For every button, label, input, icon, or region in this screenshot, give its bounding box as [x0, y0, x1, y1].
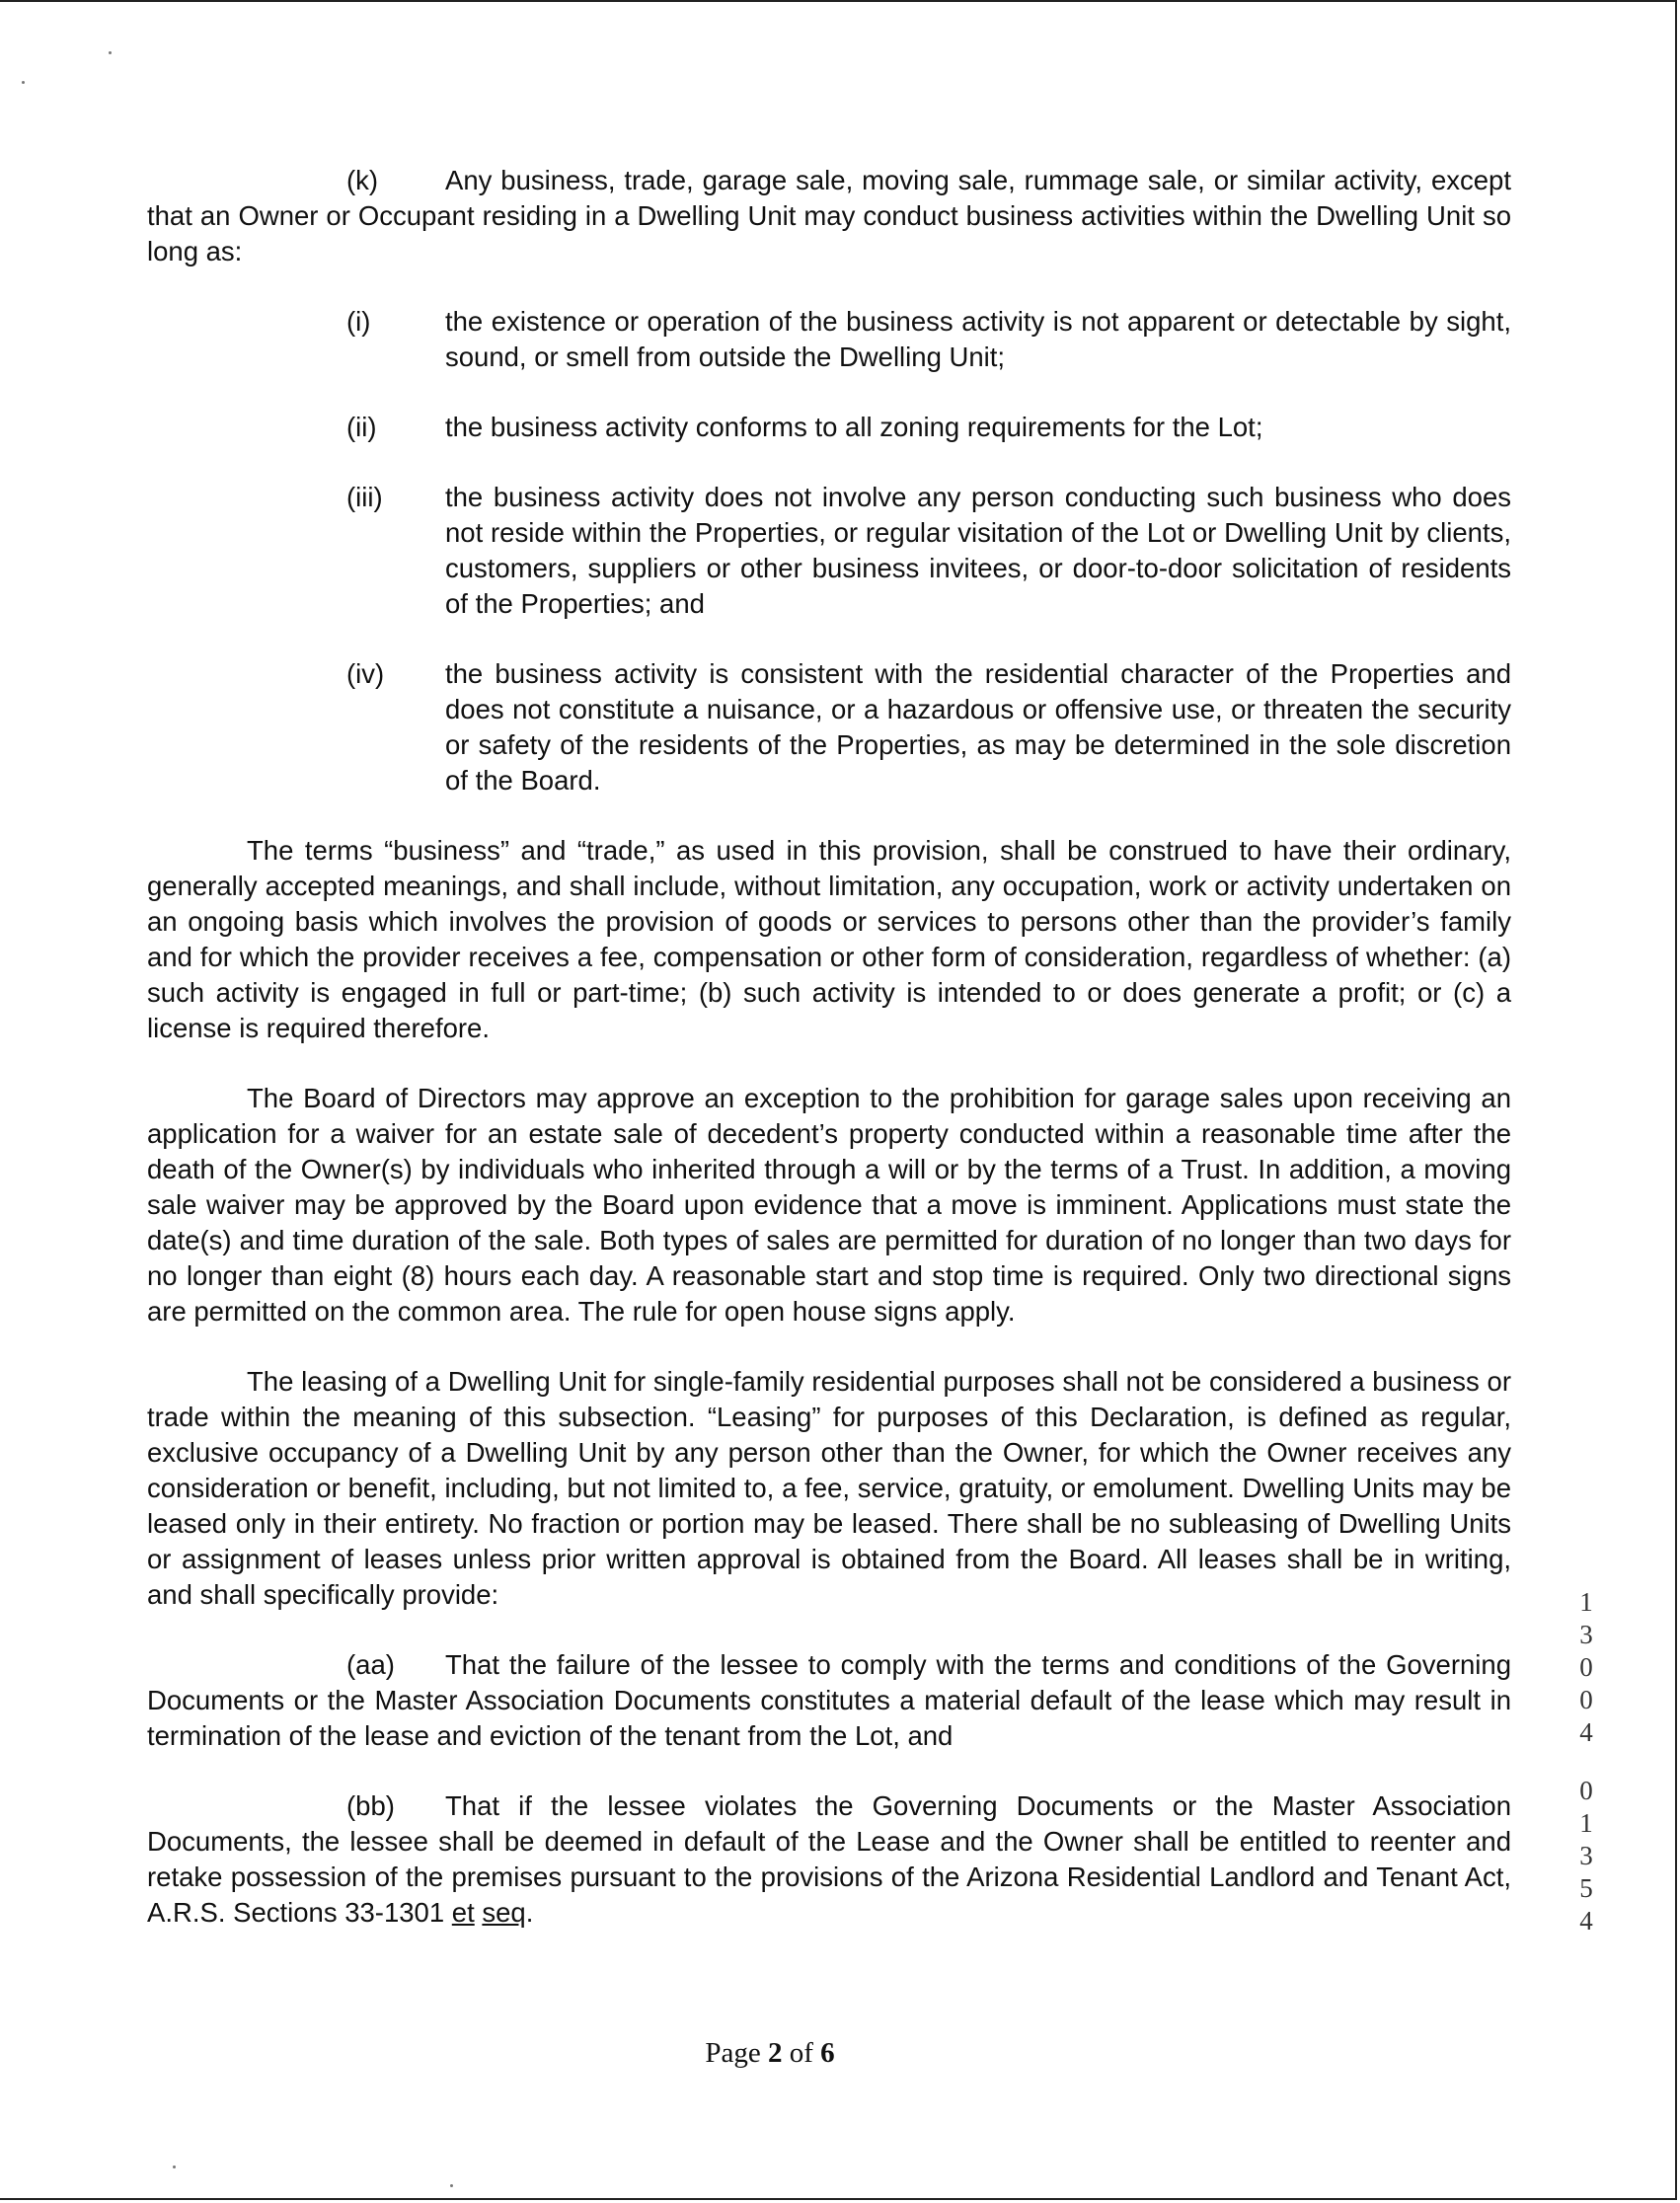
et-text: et — [451, 1897, 475, 1928]
scan-speck — [173, 2165, 176, 2168]
stamp-digit: 3 — [1571, 1841, 1601, 1873]
section-aa-label: (aa) — [346, 1649, 395, 1680]
section-aa-text: That the failure of the lessee to comply with the terms and conditions of the Governing Documents or the Master Association Documents constitutes a material default of the lease which may result in termination of the lease and eviction of the tenant from the Lot, and — [147, 1649, 1511, 1751]
section-aa — [147, 1647, 1511, 1754]
stamp-digit: 3 — [1571, 1620, 1601, 1652]
stamp-digit: 0 — [1571, 1685, 1601, 1717]
section-k-label: (k) — [346, 165, 379, 195]
list-item — [346, 304, 1511, 375]
stamp-digit: 1 — [1571, 1808, 1601, 1841]
section-k — [147, 163, 1511, 269]
item-text: the business activity does not involve any person conducting such business who does not reside within the Properties, or regular visitation of the Lot or Dwelling Unit by clients, customers, suppliers or other business invitees, or door-to-door solicitation of residents of the Properties; and — [445, 482, 1511, 619]
scan-speck — [22, 81, 25, 84]
stamp-digit: 5 — [1571, 1873, 1601, 1906]
business-definition-paragraph: The terms “business” and “trade,” as used in this provision, shall be construed to have their ordinary, generally accepted meanings, and shall include, without limitation, any occupation, work or activity undertaken on an ongoing basis which involves the provision of goods or services to persons other than the provider’s family and for which the provider receives a fee, compensation or other form of consideration, regardless of whether: (a) such activity is engaged in full or part-time; (b) such activity is intended to or does generate a profit; or (c) a license is required therefore. — [147, 835, 1511, 1043]
item-label: (i) — [346, 306, 371, 337]
stamp-digit: 4 — [1571, 1717, 1601, 1750]
item-label: (iv) — [346, 658, 385, 689]
section-bb-text: That if the lessee violates the Governing Documents or the Master Association Documents, the lessee shall be deemed in default of the Lease and the Owner shall be entitled to reenter and retake possession of the premises pursuant to the provisions of the Arizona Residential Landlord and Tenant Act, A.R.S. Sections 33-1301 — [147, 1790, 1511, 1928]
garage-sale-exception-paragraph: The Board of Directors may approve an exception to the prohibition for garage sales upon receiving an application for a waiver for an estate sale of decedent’s property conducted within a reasonable time after the death of the Owner(s) by individuals who inherited through a will or by the terms of a Trust. In addition, a moving sale waiver may be approved by the Board upon evidence that a move is imminent. Applications must state the date(s) and time duration of the sale. Both types of sales are permitted for duration of no longer than two days for no longer than eight (8) hours each day. A reasonable start and stop time is required. Only two directional signs are permitted on the common area. The rule for open house signs apply. — [147, 1083, 1511, 1327]
item-label: (ii) — [346, 412, 377, 442]
stamp-digit: 4 — [1571, 1906, 1601, 1938]
recording-number-stamp — [1569, 1587, 1603, 1938]
seq-text: seq — [482, 1897, 526, 1928]
section-bb-end: . — [525, 1897, 534, 1928]
page-number: 2 — [767, 2037, 783, 2069]
list-item — [346, 656, 1511, 798]
list-item — [346, 480, 1511, 622]
scan-speck — [109, 51, 112, 54]
item-text: the business activity conforms to all zoning requirements for the Lot; — [445, 412, 1263, 442]
list-item — [346, 410, 1511, 445]
page-total: 6 — [820, 2037, 835, 2069]
stamp-digit: 1 — [1571, 1587, 1601, 1620]
scan-speck — [450, 2184, 453, 2187]
item-text: the business activity is consistent with the residential character of the Properties and does not constitute a nuisance, or a hazardous or offensive use, or threaten the security or safety of the residents of the Properties, as may be determined in the sole discretion of the Board. — [445, 658, 1511, 796]
of-word: of — [789, 2037, 813, 2069]
page-number-footer — [0, 2037, 1540, 2070]
business-conditions-list — [346, 304, 1511, 798]
item-label: (iii) — [346, 482, 383, 512]
stamp-digit: 0 — [1571, 1776, 1601, 1808]
section-bb-label: (bb) — [346, 1790, 395, 1821]
stamp-digit: 0 — [1571, 1652, 1601, 1685]
page-word: Page — [705, 2037, 761, 2069]
leasing-paragraph: The leasing of a Dwelling Unit for single-family residential purposes shall not be considered a business or trade within the meaning of this subsection. “Leasing” for purposes of this Declaration, is defined as regular, exclusive occupancy of a Dwelling Unit by any person other than the Owner, for which the Owner receives any consideration or benefit, including, but not limited to, a fee, service, gratuity, or emolument. Dwelling Units may be leased only in their entirety. No fraction or portion may be leased. There shall be no subleasing of Dwelling Units or assignment of leases unless prior written approval is obtained from the Board. All leases shall be in writing, and shall specifically provide: — [147, 1366, 1511, 1610]
document-body — [147, 163, 1511, 1931]
item-text: the existence or operation of the business activity is not apparent or detectable by sight, sound, or smell from outside the Dwelling Unit; — [445, 306, 1511, 372]
section-k-text: Any business, trade, garage sale, moving sale, rummage sale, or similar activity, except that an Owner or Occupant residing in a Dwelling Unit may conduct business activities within the Dwelling Unit so long as: — [147, 165, 1511, 266]
section-bb — [147, 1788, 1511, 1931]
